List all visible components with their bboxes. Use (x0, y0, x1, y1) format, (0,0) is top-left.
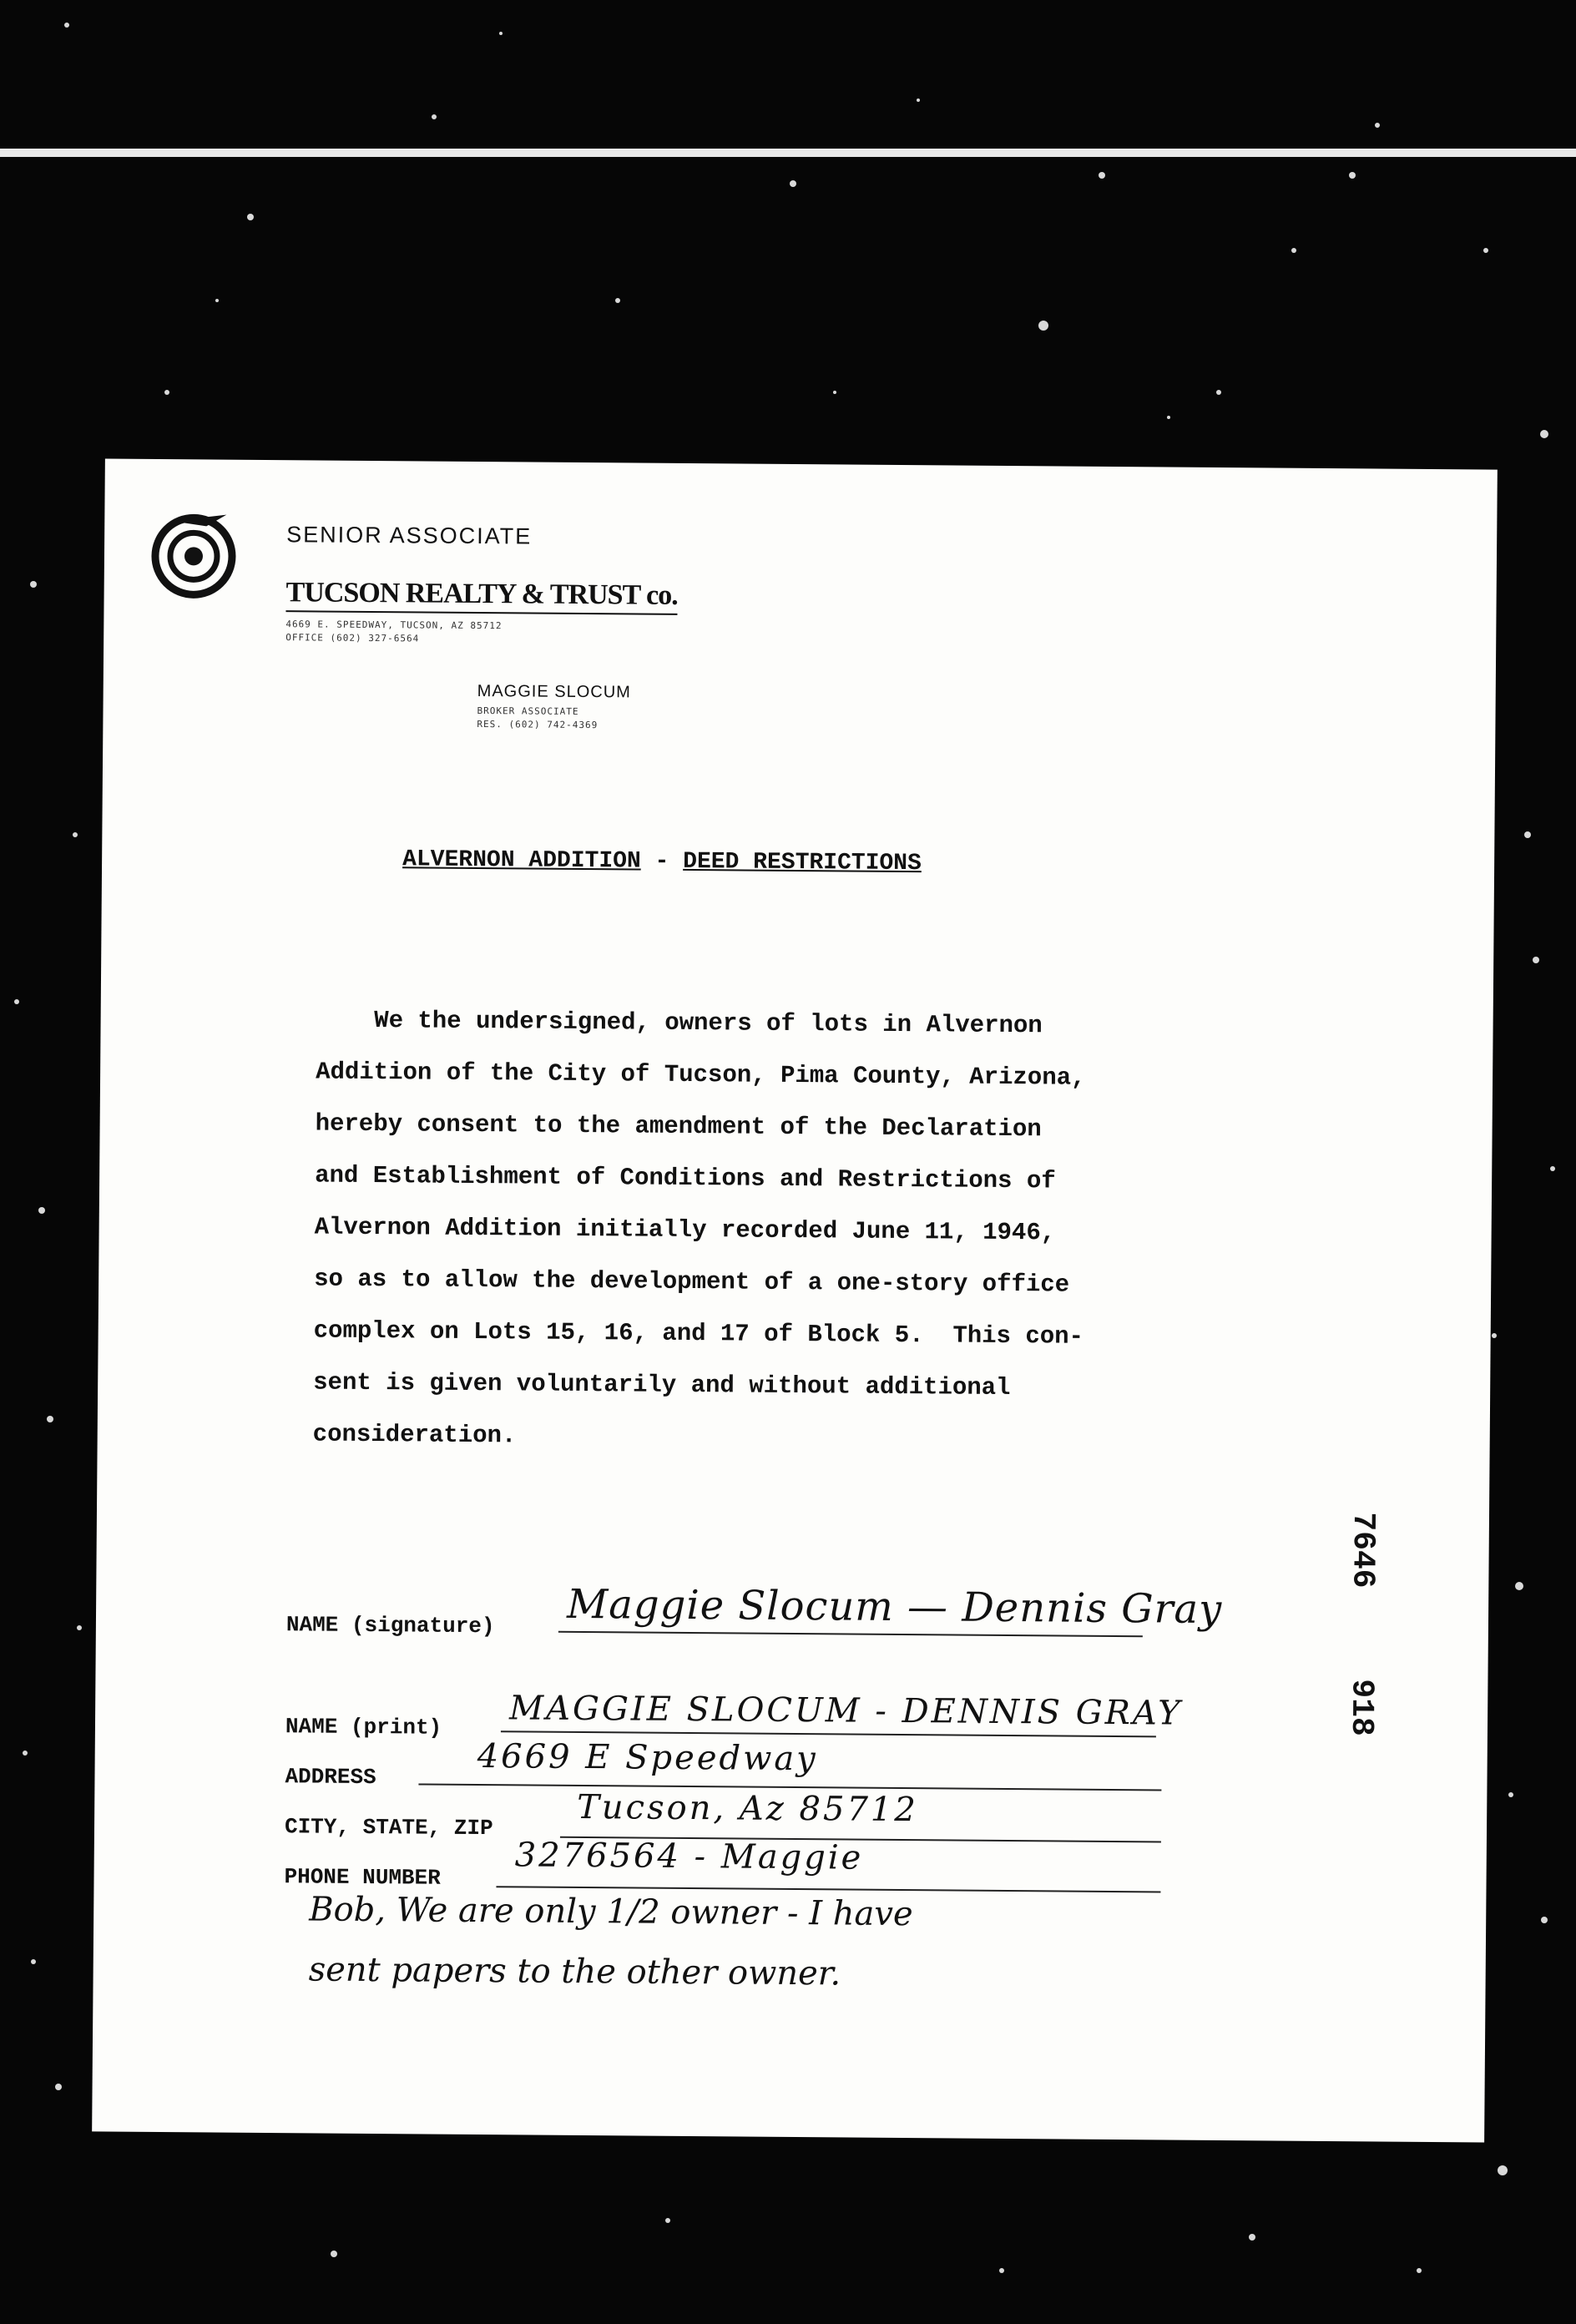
stamp-number-1: 7646 (1344, 1512, 1382, 1589)
city-state-zip-value: Tucson, Az 85712 (577, 1787, 918, 1830)
consent-paragraph (312, 994, 1234, 1468)
paragraph-line: Alvernon Addition initially recorded June 11, 1946, (314, 1213, 1056, 1247)
city-state-zip-label: CITY, STATE, ZIP (284, 1814, 493, 1842)
broker-residence-phone: RES. (602) 742-4369 (477, 718, 599, 731)
company-logo-icon (148, 508, 240, 600)
company-office-phone: OFFICE (602) 327-6564 (285, 632, 420, 644)
company-address: 4669 E. SPEEDWAY, TUCSON, AZ 85712 (285, 619, 503, 632)
paragraph-line: hereby consent to the amendment of the Declaration (315, 1109, 1042, 1144)
document-title (402, 846, 922, 877)
document-page (92, 458, 1498, 2142)
print-name-value: MAGGIE SLOCUM - DENNIS GRAY (508, 1689, 1183, 1733)
paragraph-line: We the undersigned, owners of lots in Alvernon (316, 1006, 1043, 1040)
company-name: TUCSON REALTY & TRUST co. (285, 577, 677, 615)
document-stamp (1339, 1512, 1408, 1780)
letterhead-title: SENIOR ASSOCIATE (286, 522, 533, 549)
title-separator: - (640, 848, 684, 875)
broker-name: MAGGIE SLOCUM (477, 681, 631, 702)
top-paper-edge (0, 149, 1576, 157)
paragraph-line: consideration. (312, 1420, 517, 1450)
paragraph-line: so as to allow the development of a one-story office (314, 1265, 1070, 1299)
print-name-label: NAME (print) (285, 1714, 442, 1740)
paragraph-line: Addition of the City of Tucson, Pima County, Arizona, (316, 1058, 1086, 1092)
address-label: ADDRESS (285, 1764, 376, 1791)
handwritten-note (308, 1879, 912, 2004)
note-line-2: sent papers to the other owner. (308, 1950, 841, 1993)
signature-value: Maggie Slocum — Dennis Gray (566, 1580, 1223, 1634)
signature-form (284, 1562, 1289, 1891)
title-part-2: DEED RESTRICTIONS (683, 848, 922, 877)
address-value: 4669 E Speedway (477, 1737, 818, 1779)
phone-label: PHONE NUMBER (284, 1864, 441, 1891)
note-line-1: Bob, We are only 1/2 owner - I have (309, 1890, 913, 1934)
broker-title: BROKER ASSOCIATE (477, 705, 579, 717)
stamp-number-2: 918 (1342, 1679, 1380, 1736)
title-part-1: ALVERNON ADDITION (402, 846, 641, 875)
paragraph-line: sent is given voluntarily and without additional (313, 1368, 1011, 1402)
signature-label: NAME (signature) (285, 1612, 495, 1639)
paragraph-line: and Establishment of Conditions and Restrictions of (315, 1161, 1056, 1195)
paragraph-line: complex on Lots 15, 16, and 17 of Block 5. This con- (313, 1316, 1084, 1351)
phone-value: 3276564 - Maggie (514, 1836, 864, 1877)
